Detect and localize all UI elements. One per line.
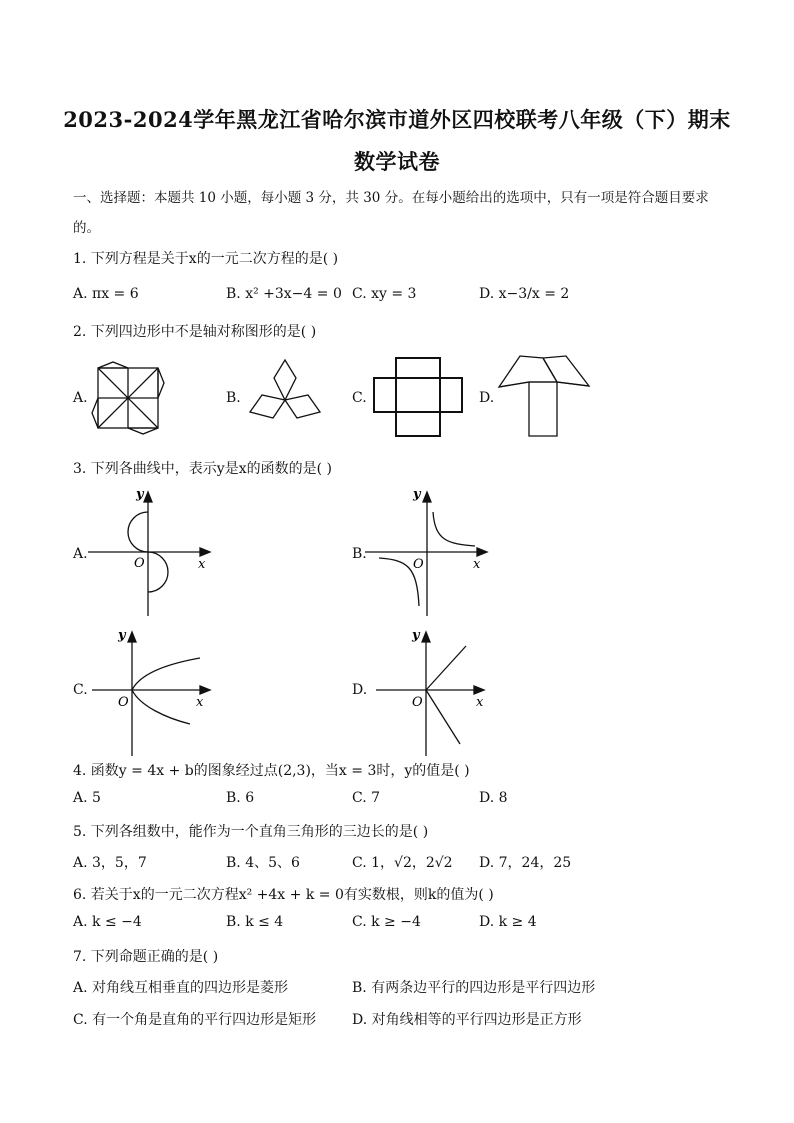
graph-b	[365, 488, 495, 618]
question-1-option-a: A. πx = 6	[73, 286, 139, 302]
question-7-option-d: D. 对角线相等的平行四边形是正方形	[352, 1012, 582, 1028]
question-2-option-b: B.	[226, 390, 241, 406]
graph-d-origin-label: O	[412, 695, 423, 710]
question-2-stem: 2. 下列四边形中不是轴对称图形的是( )	[73, 324, 317, 340]
question-2-option-d: D.	[479, 390, 495, 406]
graph-d-y-label: y	[412, 628, 420, 643]
question-3-option-c: C.	[73, 682, 88, 698]
graph-d	[372, 628, 502, 758]
page-title: 2023-2024学年黑龙江省哈尔滨市道外区四校联考八年级（下）期末	[63, 107, 731, 132]
question-4-stem: 4. 函数y = 4x + b的图象经过点(2,3)，当x = 3时，y的值是( )	[73, 763, 470, 779]
question-6-stem: 6. 若关于x的一元二次方程x² +4x + k = 0有实数根，则k的值为( )	[73, 887, 494, 903]
question-7-option-b: B. 有两条边平行的四边形是平行四边形	[352, 980, 596, 996]
question-4-option-d: D. 8	[479, 790, 508, 806]
question-1-option-b: B. x² +3x−4 = 0	[226, 286, 342, 302]
graph-a-y-label: y	[136, 487, 144, 502]
pinwheel-figure	[90, 360, 165, 435]
graph-a	[88, 488, 218, 618]
question-7-option-a: A. 对角线互相垂直的四边形是菱形	[73, 980, 289, 996]
question-1-stem: 1. 下列方程是关于x的一元二次方程的是( )	[73, 251, 339, 267]
graph-b-x-label: x	[473, 557, 481, 572]
question-1-option-c: C. xy = 3	[352, 286, 417, 302]
question-6-option-d: D. k ≥ 4	[479, 914, 537, 930]
section-instructions-line2: 的。	[73, 220, 100, 236]
question-7-stem: 7. 下列命题正确的是( )	[73, 949, 219, 965]
question-5-option-b: B. 4、5、6	[226, 855, 300, 871]
question-6-option-a: A. k ≤ −4	[73, 914, 142, 930]
question-7-option-c: C. 有一个角是直角的平行四边形是矩形	[73, 1012, 317, 1028]
question-5-option-c: C. 1，√2，2√2	[352, 855, 453, 871]
question-3-option-b: B.	[352, 546, 367, 562]
section-instructions-line1: 一、选择题：本题共 10 小题，每小题 3 分，共 30 分。在每小题给出的选项中，只有一项是符合题目要求	[73, 190, 709, 206]
question-4-option-a: A. 5	[73, 790, 101, 806]
question-3-option-a: A.	[73, 546, 88, 562]
question-3-option-d: D.	[352, 682, 368, 698]
three-rhombi-figure	[245, 356, 325, 436]
question-5-option-d: D. 7，24，25	[479, 855, 572, 871]
graph-c	[88, 628, 218, 758]
graph-a-x-label: x	[198, 557, 206, 572]
question-3-stem: 3. 下列各曲线中，表示y是x的函数的是( )	[73, 461, 332, 477]
graph-c-y-label: y	[118, 628, 126, 643]
question-2-option-c: C.	[352, 390, 367, 406]
graph-b-y-label: y	[413, 487, 421, 502]
question-4-option-c: C. 7	[352, 790, 381, 806]
graph-d-x-label: x	[476, 695, 484, 710]
page-subtitle: 数学试卷	[354, 149, 440, 174]
graph-c-x-label: x	[196, 695, 204, 710]
question-1-option-d: D. x−3/x = 2	[479, 286, 570, 302]
question-6-option-b: B. k ≤ 4	[226, 914, 284, 930]
question-4-option-b: B. 6	[226, 790, 255, 806]
question-5-stem: 5. 下列各组数中，能作为一个直角三角形的三边长的是( )	[73, 824, 429, 840]
cross-net-figure	[368, 356, 468, 440]
question-5-option-a: A. 3，5，7	[73, 855, 147, 871]
question-2-option-a: A.	[73, 390, 88, 406]
graph-c-origin-label: O	[118, 695, 129, 710]
graph-a-origin-label: O	[134, 556, 145, 571]
graph-b-origin-label: O	[413, 557, 424, 572]
question-6-option-c: C. k ≥ −4	[352, 914, 421, 930]
pythagoras-squares-figure	[494, 354, 594, 440]
